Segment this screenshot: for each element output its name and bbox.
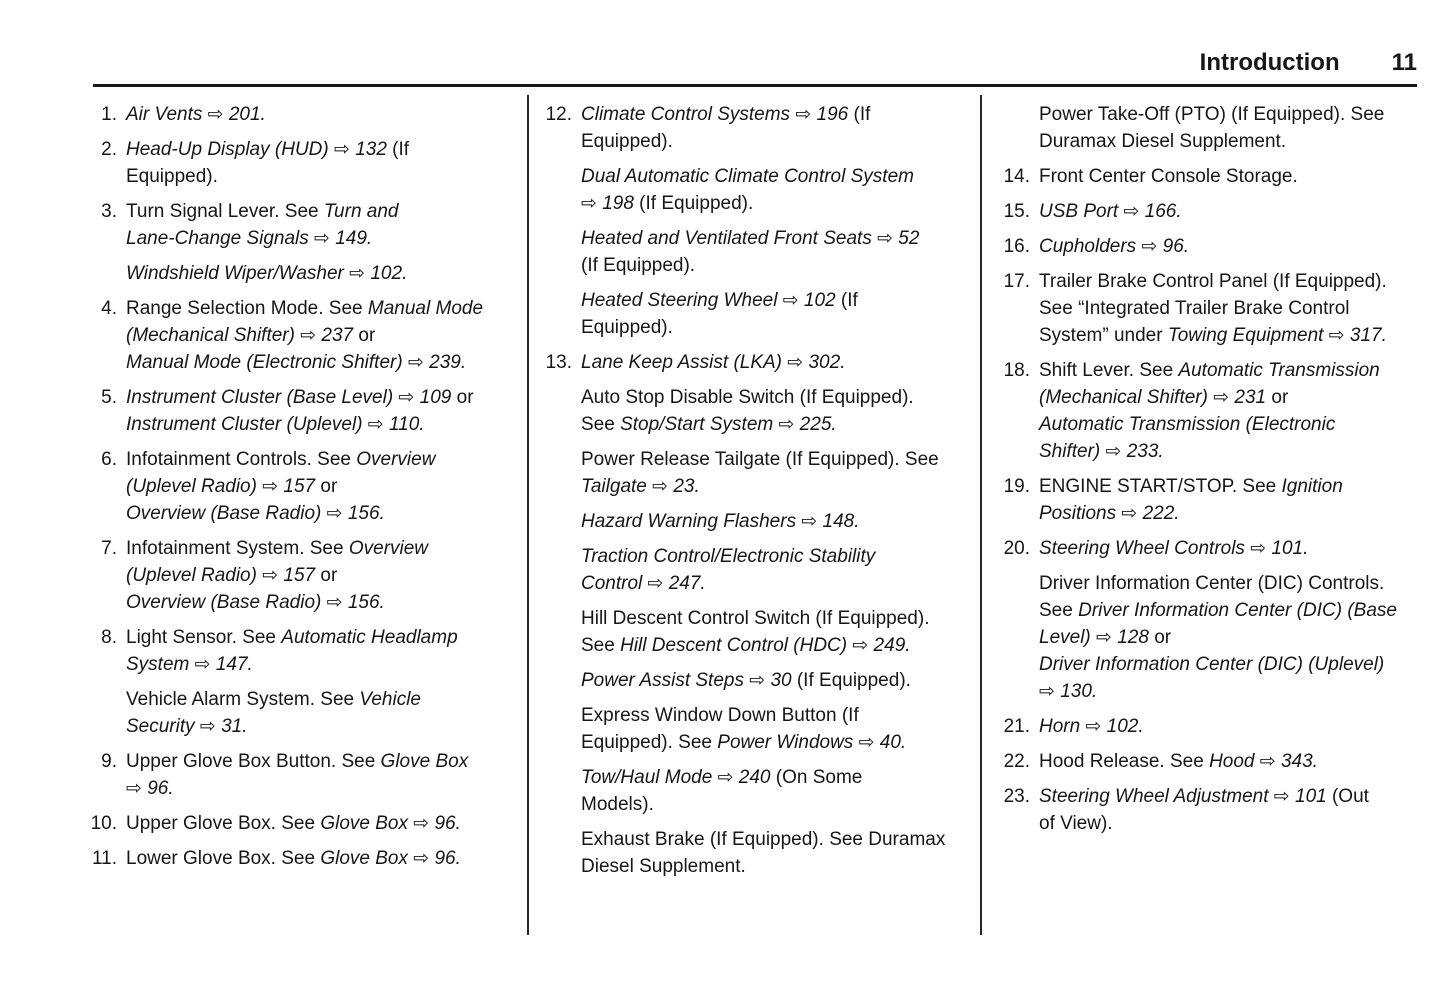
item-number: 11. — [91, 848, 117, 869]
item-number: 1. — [101, 104, 117, 125]
list-item — [88, 198, 518, 295]
item-paragraph: Horn ⇨ 102. — [1039, 716, 1144, 737]
list-item — [88, 810, 518, 845]
list-item — [88, 624, 518, 748]
item-paragraph: Trailer Brake Control Panel (If Equipped). See “Integrated Trailer Brake Control System” under Towing Equipment ⇨ 317. — [1039, 271, 1387, 346]
item-paragraph: Cupholders ⇨ 96. — [1039, 236, 1190, 257]
item-text — [126, 101, 518, 136]
item-number: 20. — [1003, 538, 1030, 559]
list-item — [88, 101, 518, 136]
item-text — [1039, 101, 1436, 163]
item-text — [126, 384, 518, 446]
item-paragraph: Traction Control/Electronic Stability Control ⇨ 247. — [581, 546, 876, 594]
item-text — [1039, 713, 1436, 748]
item-paragraph: Air Vents ⇨ 201. — [126, 104, 266, 125]
page-title: Introduction — [1199, 49, 1340, 76]
list-item — [88, 295, 518, 384]
item-text — [126, 446, 518, 535]
list-item — [996, 783, 1436, 845]
item-text — [126, 810, 518, 845]
item-paragraph: Hill Descent Control Switch (If Equipped). See Hill Descent Control (HDC) ⇨ 249. — [581, 608, 930, 656]
item-paragraph: Steering Wheel Controls ⇨ 101. — [1039, 538, 1309, 559]
list-item — [88, 446, 518, 535]
item-text — [1039, 535, 1436, 713]
item-number: 8. — [101, 627, 117, 648]
item-text — [1039, 357, 1436, 473]
item-paragraph: Front Center Console Storage. — [1039, 166, 1298, 187]
item-paragraph: Exhaust Brake (If Equipped). See Duramax Diesel Supplement. — [581, 829, 946, 877]
list-item — [88, 136, 518, 198]
item-number: 14. — [1003, 166, 1030, 187]
column-2 — [538, 101, 974, 888]
item-number: 9. — [101, 751, 117, 772]
item-text — [126, 198, 518, 295]
item-number: 3. — [101, 201, 117, 222]
item-number: 23. — [1003, 786, 1030, 807]
item-paragraph: Steering Wheel Adjustment ⇨ 101 (Out of View). — [1039, 786, 1369, 834]
item-paragraph: Climate Control Systems ⇨ 196 (If Equipped). — [581, 104, 871, 152]
list-item — [996, 101, 1436, 163]
item-text — [581, 349, 974, 888]
column-divider-2 — [980, 95, 982, 935]
item-number: 12. — [545, 104, 572, 125]
list-item — [538, 349, 974, 888]
item-paragraph: Power Assist Steps ⇨ 30 (If Equipped). — [581, 670, 911, 691]
item-text — [126, 136, 518, 198]
list-item — [88, 845, 518, 880]
item-paragraph: Head-Up Display (HUD) ⇨ 132 (If Equipped). — [126, 139, 410, 187]
item-text — [126, 535, 518, 624]
item-text — [1039, 163, 1436, 198]
item-paragraph: Hazard Warning Flashers ⇨ 148. — [581, 511, 860, 532]
list-item — [996, 163, 1436, 198]
item-text — [126, 295, 518, 384]
item-paragraph: Power Release Tailgate (If Equipped). See Tailgate ⇨ 23. — [581, 449, 939, 497]
list-item — [996, 535, 1436, 713]
item-number: 22. — [1003, 751, 1030, 772]
item-paragraph: Tow/Haul Mode ⇨ 240 (On Some Models). — [581, 767, 863, 815]
list-item — [996, 198, 1436, 233]
item-number: 18. — [1003, 360, 1030, 381]
list-item — [88, 384, 518, 446]
item-paragraph: Driver Information Center (DIC) Controls. See Driver Information Center (DIC) (Base Level) ⇨ 128 or Driver Information Center (DIC) (Uplevel) ⇨ 130. — [1039, 573, 1397, 702]
item-paragraph: Lane Keep Assist (LKA) ⇨ 302. — [581, 352, 846, 373]
item-number: 7. — [101, 538, 117, 559]
item-paragraph: Upper Glove Box. See Glove Box ⇨ 96. — [126, 813, 461, 834]
column-3 — [996, 101, 1436, 845]
item-paragraph: Windshield Wiper/Washer ⇨ 102. — [126, 263, 408, 284]
item-number: 10. — [90, 813, 117, 834]
item-paragraph: Upper Glove Box Button. See Glove Box ⇨ 96. — [126, 751, 469, 799]
item-number: 21. — [1003, 716, 1030, 737]
item-paragraph: Light Sensor. See Automatic Headlamp System ⇨ 147. — [126, 627, 458, 675]
list-item — [996, 748, 1436, 783]
item-paragraph: Express Window Down Button (If Equipped). See Power Windows ⇨ 40. — [581, 705, 907, 753]
header-rule — [93, 84, 1417, 87]
list-item — [996, 233, 1436, 268]
item-number: 2. — [101, 139, 117, 160]
item-text — [1039, 748, 1436, 783]
column-1 — [88, 101, 518, 880]
column-divider-1 — [527, 95, 529, 935]
item-paragraph: Shift Lever. See Automatic Transmission (Mechanical Shifter) ⇨ 231 or Automatic Transmission (Electronic Shifter) ⇨ 233. — [1039, 360, 1380, 462]
item-text — [1039, 783, 1436, 845]
item-paragraph: Range Selection Mode. See Manual Mode (Mechanical Shifter) ⇨ 237 or Manual Mode (Electronic Shifter) ⇨ 239. — [126, 298, 484, 373]
list-item — [88, 535, 518, 624]
item-paragraph: ENGINE START/STOP. See Ignition Positions ⇨ 222. — [1039, 476, 1343, 524]
item-text — [1039, 233, 1436, 268]
item-paragraph: Infotainment Controls. See Overview (Uplevel Radio) ⇨ 157 or Overview (Base Radio) ⇨ 156. — [126, 449, 436, 524]
item-paragraph: Infotainment System. See Overview (Uplevel Radio) ⇨ 157 or Overview (Base Radio) ⇨ 156. — [126, 538, 429, 613]
item-paragraph: Power Take-Off (PTO) (If Equipped). See Duramax Diesel Supplement. — [1039, 104, 1385, 152]
item-paragraph: Instrument Cluster (Base Level) ⇨ 109 or Instrument Cluster (Uplevel) ⇨ 110. — [126, 387, 474, 435]
item-number: 13. — [545, 352, 572, 373]
item-paragraph: Heated and Ventilated Front Seats ⇨ 52 (If Equipped). — [581, 228, 920, 276]
item-text — [1039, 268, 1436, 357]
list-item — [996, 713, 1436, 748]
list-item — [996, 357, 1436, 473]
item-number: 5. — [101, 387, 117, 408]
item-paragraph: USB Port ⇨ 166. — [1039, 201, 1182, 222]
item-number: 16. — [1003, 236, 1030, 257]
page-number: 11 — [1391, 49, 1417, 76]
item-number: 4. — [101, 298, 117, 319]
list-item — [538, 101, 974, 349]
item-paragraph: Hood Release. See Hood ⇨ 343. — [1039, 751, 1318, 772]
item-number: 6. — [101, 449, 117, 470]
item-text — [126, 748, 518, 810]
item-number: 17. — [1003, 271, 1030, 292]
item-text — [126, 845, 518, 880]
item-text — [1039, 473, 1436, 535]
item-number — [996, 101, 1030, 163]
item-paragraph: Auto Stop Disable Switch (If Equipped). See Stop/Start System ⇨ 225. — [581, 387, 914, 435]
page-header — [0, 48, 1417, 78]
item-paragraph: Heated Steering Wheel ⇨ 102 (If Equipped). — [581, 290, 858, 338]
list-item — [996, 473, 1436, 535]
item-paragraph: Dual Automatic Climate Control System ⇨ 198 (If Equipped). — [581, 166, 914, 214]
item-text — [126, 624, 518, 748]
item-paragraph: Turn Signal Lever. See Turn and Lane-Change Signals ⇨ 149. — [126, 201, 399, 249]
item-text — [581, 101, 974, 349]
list-item — [996, 268, 1436, 357]
item-text — [1039, 198, 1436, 233]
item-number: 15. — [1003, 201, 1030, 222]
item-paragraph: Vehicle Alarm System. See Vehicle Security ⇨ 31. — [126, 689, 422, 737]
item-paragraph: Lower Glove Box. See Glove Box ⇨ 96. — [126, 848, 461, 869]
list-item — [88, 748, 518, 810]
item-number: 19. — [1003, 476, 1030, 497]
